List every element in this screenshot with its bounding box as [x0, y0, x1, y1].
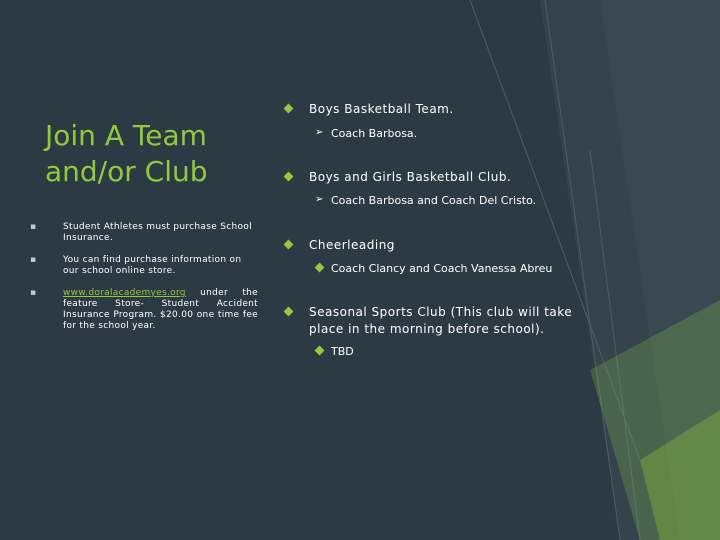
right-bullet-text: Boys and Girls Basketball Club. — [309, 170, 512, 184]
right-bullet-text: Seasonal Sports Club (This club will take place in the morning before school). — [309, 305, 573, 336]
left-bullet-text: under the feature Store- Student Accident Insurance Program. $20.00 one time fee for the school year. — [63, 288, 258, 331]
left-bullet-item — [30, 255, 258, 277]
school-website-link[interactable]: www.doralacademyes.org — [63, 288, 186, 298]
diamond-bullet-icon — [284, 307, 294, 317]
arrow-bullet-icon: ➢ — [315, 194, 324, 205]
right-bullet-text: Cheerleading — [309, 238, 395, 252]
square-bullet-icon: ▪ — [30, 255, 37, 265]
right-subbullet-text: Coach Barbosa. — [331, 127, 418, 140]
diamond-bullet-icon — [284, 240, 294, 250]
right-subbullet-text: TBD — [331, 345, 354, 358]
right-subbullet-text: Coach Barbosa and Coach Del Cristo. — [331, 194, 537, 207]
left-bullet-text: Student Athletes must purchase School Insurance. — [63, 222, 252, 243]
diamond-bullet-icon — [284, 172, 294, 182]
diamond-bullet-icon — [284, 104, 294, 114]
diamond-bullet-icon — [315, 346, 325, 356]
diamond-bullet-icon — [315, 263, 325, 273]
left-bullet-item — [30, 222, 258, 244]
square-bullet-icon: ▪ — [30, 222, 37, 232]
right-subbullet-text: Coach Clancy and Coach Vanessa Abreu — [331, 262, 553, 275]
left-bullet-item — [30, 288, 258, 332]
arrow-bullet-icon: ➢ — [315, 127, 324, 138]
slide-title: Join A Team and/or Club — [45, 119, 208, 188]
left-bullet-list — [30, 222, 258, 343]
left-bullet-text: You can find purchase information on our school online store. — [63, 255, 242, 276]
right-bullet-text: Boys Basketball Team. — [309, 102, 454, 116]
square-bullet-icon: ▪ — [30, 288, 37, 298]
